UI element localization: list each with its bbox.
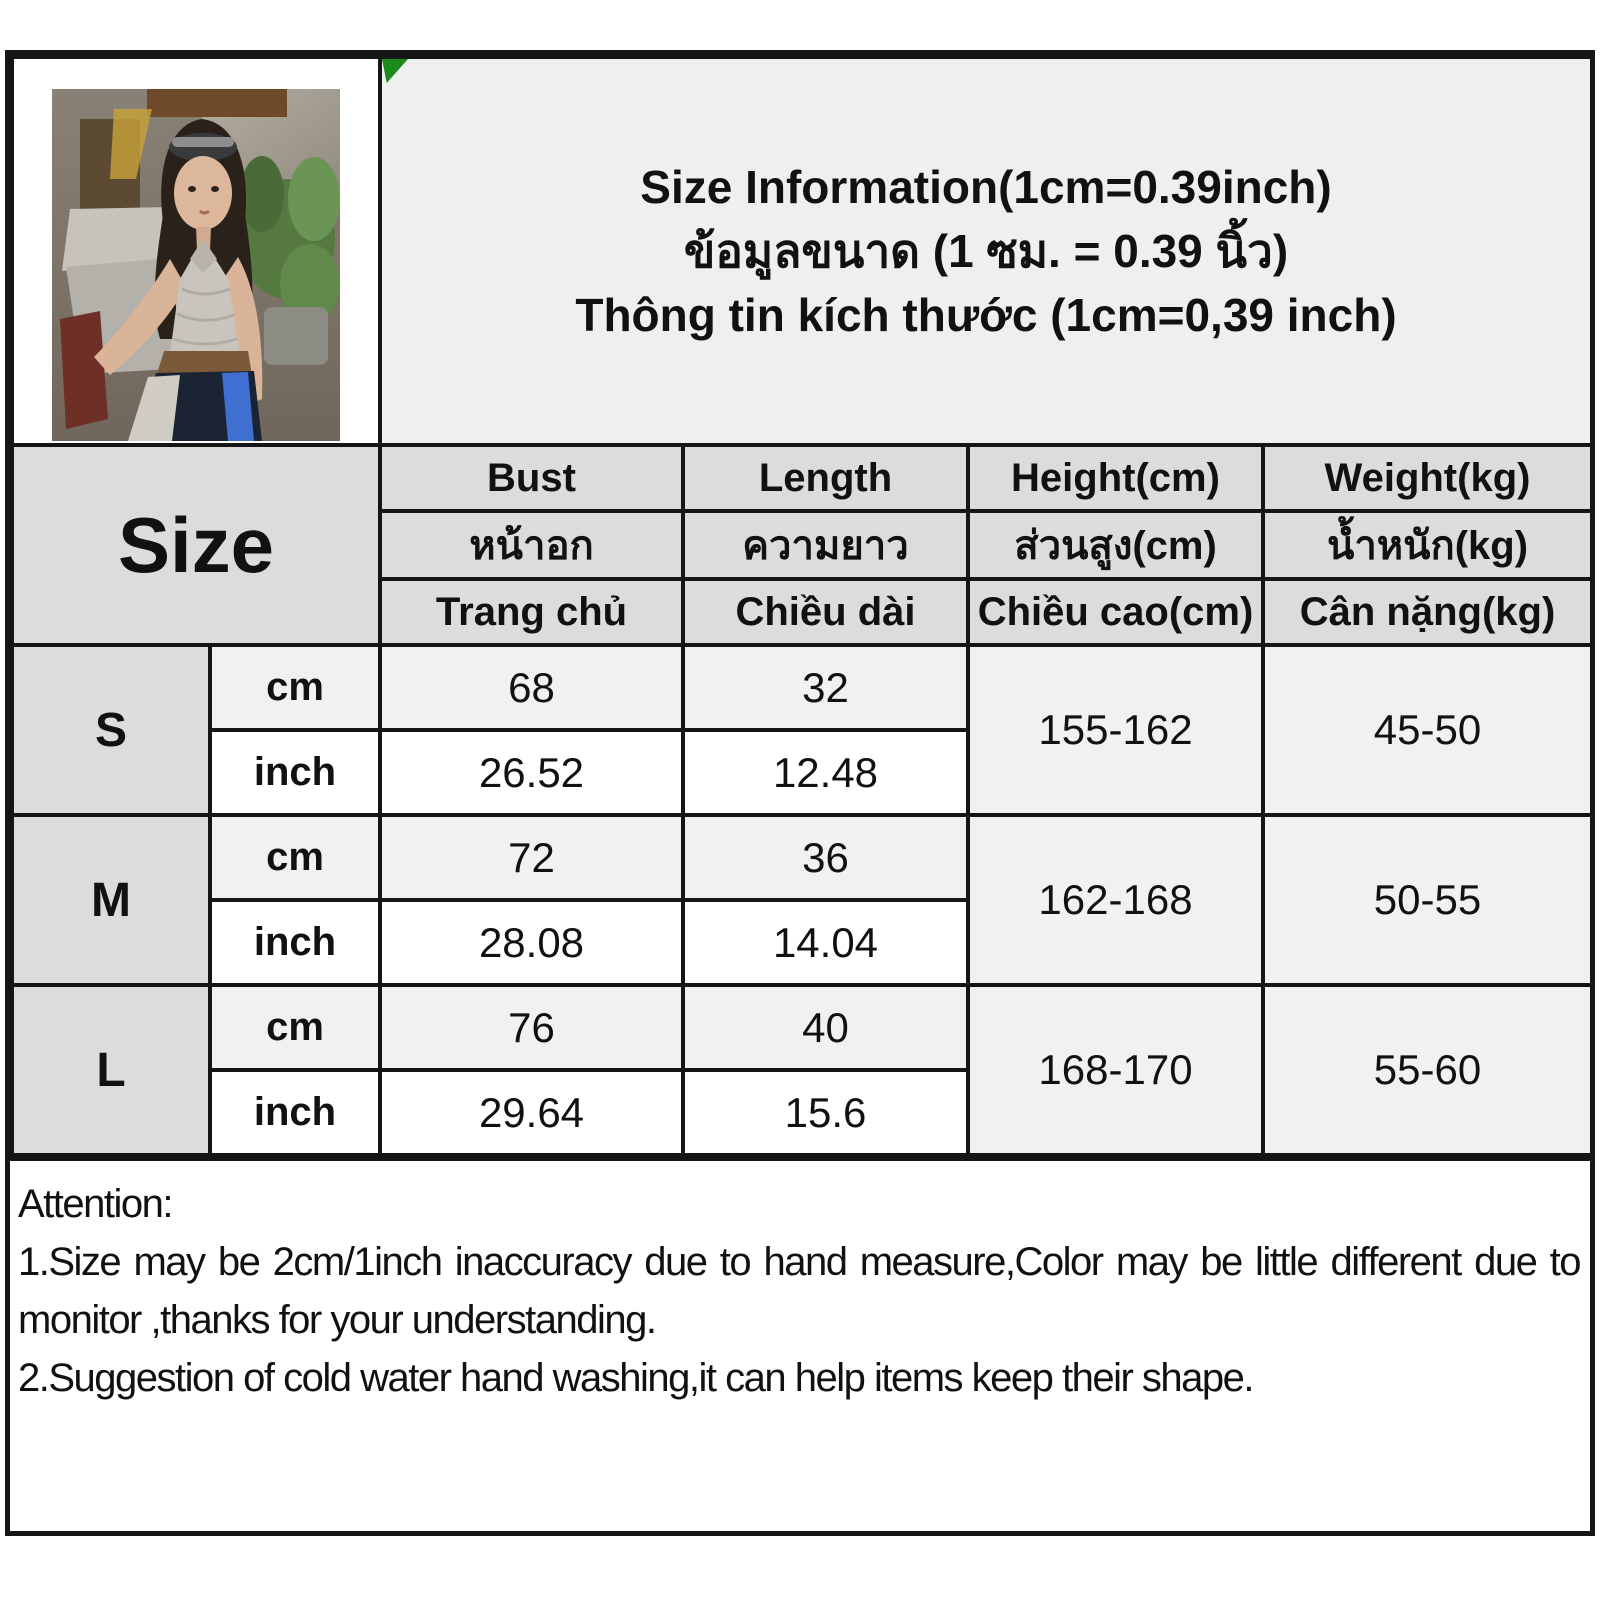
s-length-cm: 32 [683,645,968,730]
attention-item-2: 2.Suggestion of cold water hand washing,it can help items keep their shape. [18,1356,1253,1400]
title-en: Size Information(1cm=0.39inch) [640,161,1332,213]
l-length-inch: 15.6 [683,1070,968,1155]
attention-heading: Attention: [18,1182,173,1226]
header-length-th: ความยาว [683,511,968,579]
size-label-l: L [12,985,210,1155]
s-length-inch: 12.48 [683,730,968,815]
l-height: 168-170 [968,985,1263,1155]
l-weight: 55-60 [1263,985,1592,1155]
size-table [10,55,1594,1157]
s-weight: 45-50 [1263,645,1592,815]
attention-section [10,1157,1590,1531]
title-vi: Thông tin kích thước (1cm=0,39 inch) [575,289,1397,341]
unit-inch-m: inch [210,900,380,985]
header-weight-en: Weight(kg) [1263,445,1592,511]
table-row-l-cm [12,985,1592,1070]
attention-item-1: 1.Size may be 2cm/1inch inaccuracy due to hand measure,Color may be little different due to monitor ,thanks for your understanding. [18,1240,1580,1342]
l-length-cm: 40 [683,985,968,1070]
header-bust-vi: Trang chủ [380,579,683,645]
m-height: 162-168 [968,815,1263,985]
title-block [380,57,1592,445]
m-length-cm: 36 [683,815,968,900]
size-label-s: S [12,645,210,815]
size-column-header: Size [12,445,380,645]
model-photo [52,89,340,441]
size-chart-sheet [5,50,1595,1536]
m-length-inch: 14.04 [683,900,968,985]
unit-inch-l: inch [210,1070,380,1155]
header-height-vi: Chiều cao(cm) [968,579,1263,645]
product-photo-cell [12,57,380,445]
header-bust-en: Bust [380,445,683,511]
m-bust-inch: 28.08 [380,900,683,985]
title-th: ข้อมูลขนาด (1 ซม. = 0.39 นิ้ว) [683,225,1289,277]
table-row-s-cm [12,645,1592,730]
s-height: 155-162 [968,645,1263,815]
unit-cm-m: cm [210,815,380,900]
unit-cm-s: cm [210,645,380,730]
unit-inch-s: inch [210,730,380,815]
green-corner-marker [382,59,408,83]
header-weight-vi: Cân nặng(kg) [1263,579,1592,645]
l-bust-inch: 29.64 [380,1070,683,1155]
unit-cm-l: cm [210,985,380,1070]
header-height-th: ส่วนสูง(cm) [968,511,1263,579]
size-label-m: M [12,815,210,985]
m-weight: 50-55 [1263,815,1592,985]
header-weight-th: น้ำหนัก(kg) [1263,511,1592,579]
header-bust-th: หน้าอก [380,511,683,579]
table-row-m-cm [12,815,1592,900]
header-length-vi: Chiều dài [683,579,968,645]
l-bust-cm: 76 [380,985,683,1070]
m-bust-cm: 72 [380,815,683,900]
header-height-en: Height(cm) [968,445,1263,511]
header-length-en: Length [683,445,968,511]
s-bust-inch: 26.52 [380,730,683,815]
s-bust-cm: 68 [380,645,683,730]
